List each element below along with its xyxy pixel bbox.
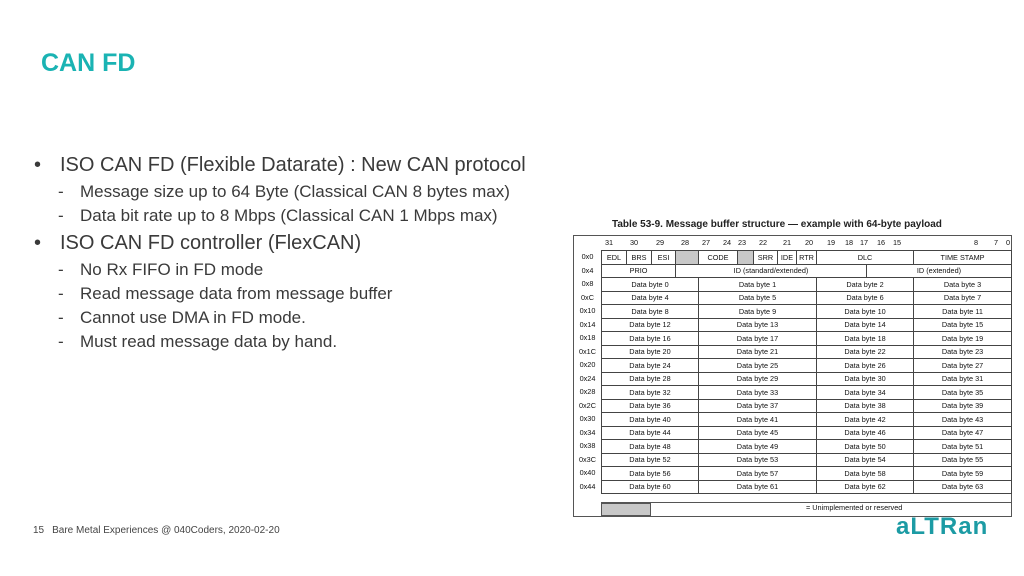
data-byte-cell: Data byte 50 bbox=[817, 440, 914, 454]
data-byte-cell: Data byte 55 bbox=[914, 453, 1012, 467]
bit-number: 17 bbox=[859, 238, 869, 247]
data-byte-cell: Data byte 42 bbox=[817, 413, 914, 427]
data-byte-cell: Data byte 17 bbox=[699, 332, 817, 346]
brs-cell: BRS bbox=[627, 251, 652, 265]
table-row bbox=[602, 372, 1012, 386]
data-byte-cell: Data byte 62 bbox=[817, 480, 914, 494]
offset-label: 0x8 bbox=[581, 279, 594, 288]
offset-label: 0x10 bbox=[579, 306, 596, 315]
data-byte-cell: Data byte 49 bbox=[699, 440, 817, 454]
data-byte-cell: Data byte 24 bbox=[602, 359, 699, 373]
offset-label: 0x0 bbox=[581, 252, 594, 261]
bullet-text: ISO CAN FD controller (FlexCAN) bbox=[60, 232, 362, 254]
bit-number: 28 bbox=[680, 238, 690, 247]
table-row bbox=[602, 399, 1012, 413]
data-byte-cell: Data byte 15 bbox=[914, 318, 1012, 332]
data-byte-cell: Data byte 12 bbox=[602, 318, 699, 332]
sub-bullet-item: - Data bit rate up to 8 Mbps (Classical CAN 1 Mbps max) bbox=[58, 206, 498, 225]
footer bbox=[33, 525, 280, 536]
data-byte-cell: Data byte 8 bbox=[602, 305, 699, 319]
bit-number: 19 bbox=[826, 238, 836, 247]
sub-bullet-text: Must read message data by hand. bbox=[80, 332, 338, 351]
data-byte-cell: Data byte 32 bbox=[602, 386, 699, 400]
reserved-cell bbox=[676, 251, 699, 265]
data-byte-cell: Data byte 40 bbox=[602, 413, 699, 427]
sub-bullet-text: Data bit rate up to 8 Mbps (Classical CAN 1 Mbps max) bbox=[80, 206, 498, 225]
data-byte-cell: Data byte 31 bbox=[914, 372, 1012, 386]
data-byte-cell: Data byte 37 bbox=[699, 399, 817, 413]
data-byte-cell: Data byte 21 bbox=[699, 345, 817, 359]
data-byte-cell: Data byte 25 bbox=[699, 359, 817, 373]
table-row bbox=[602, 278, 1012, 292]
data-byte-cell: Data byte 61 bbox=[699, 480, 817, 494]
table-row bbox=[602, 332, 1012, 346]
data-byte-cell: Data byte 58 bbox=[817, 467, 914, 481]
reserved-cell bbox=[738, 251, 754, 265]
bullet-text: ISO CAN FD (Flexible Datarate) : New CAN protocol bbox=[60, 154, 526, 176]
data-byte-cell: Data byte 46 bbox=[817, 426, 914, 440]
bit-number: 30 bbox=[629, 238, 639, 247]
data-byte-cell: Data byte 22 bbox=[817, 345, 914, 359]
offset-label: 0x20 bbox=[579, 360, 596, 369]
data-byte-cell: Data byte 60 bbox=[602, 480, 699, 494]
offset-label: 0x3C bbox=[578, 454, 597, 464]
table-row bbox=[602, 386, 1012, 400]
table-row bbox=[602, 453, 1012, 467]
data-byte-cell: Data byte 63 bbox=[914, 480, 1012, 494]
data-byte-cell: Data byte 20 bbox=[602, 345, 699, 359]
data-byte-cell: Data byte 1 bbox=[699, 278, 817, 292]
data-byte-cell: Data byte 3 bbox=[914, 278, 1012, 292]
slide-title: CAN FD bbox=[41, 49, 136, 77]
table-row bbox=[602, 359, 1012, 373]
footer-text: Bare Metal Experiences @ 040Coders, 2020-02-20 bbox=[52, 525, 280, 536]
data-byte-cell: Data byte 27 bbox=[914, 359, 1012, 373]
data-byte-cell: Data byte 14 bbox=[817, 318, 914, 332]
dlc-cell: DLC bbox=[817, 251, 914, 265]
data-byte-cell: Data byte 0 bbox=[602, 278, 699, 292]
offset-label: 0x40 bbox=[579, 468, 596, 477]
rtr-cell: RTR bbox=[797, 251, 817, 265]
table-row bbox=[602, 291, 1012, 305]
data-byte-cell: Data byte 29 bbox=[699, 372, 817, 386]
bit-number: 8 bbox=[973, 238, 979, 247]
data-byte-cell: Data byte 51 bbox=[914, 440, 1012, 454]
bit-number-header bbox=[601, 238, 1011, 249]
bit-number: 23 bbox=[737, 238, 747, 247]
legend-text: = Unimplemented or reserved bbox=[806, 503, 903, 512]
bullet-list bbox=[34, 150, 614, 354]
edl-cell: EDL bbox=[602, 251, 627, 265]
sub-bullet-item: - Read message data from message buffer bbox=[58, 284, 393, 303]
data-byte-cell: Data byte 52 bbox=[602, 453, 699, 467]
data-byte-cell: Data byte 45 bbox=[699, 426, 817, 440]
data-byte-cell: Data byte 57 bbox=[699, 467, 817, 481]
data-byte-cell: Data byte 56 bbox=[602, 467, 699, 481]
offset-label: 0x44 bbox=[579, 481, 596, 491]
bit-number: 27 bbox=[701, 238, 711, 247]
data-byte-cell: Data byte 18 bbox=[817, 332, 914, 346]
data-byte-cell: Data byte 44 bbox=[602, 426, 699, 440]
data-byte-cell: Data byte 41 bbox=[699, 413, 817, 427]
data-byte-cell: Data byte 10 bbox=[817, 305, 914, 319]
bit-number: 18 bbox=[844, 238, 854, 247]
sub-bullet-item: - Message size up to 64 Byte (Classical CAN 8 bytes max) bbox=[58, 182, 510, 201]
data-byte-cell: Data byte 59 bbox=[914, 467, 1012, 481]
data-byte-cell: Data byte 48 bbox=[602, 440, 699, 454]
bullet-item: • ISO CAN FD controller (FlexCAN) bbox=[34, 232, 362, 254]
data-byte-cell: Data byte 16 bbox=[602, 332, 699, 346]
bit-number: 20 bbox=[804, 238, 814, 247]
table-row bbox=[602, 413, 1012, 427]
table-row bbox=[602, 440, 1012, 454]
data-byte-cell: Data byte 9 bbox=[699, 305, 817, 319]
data-byte-cell: Data byte 28 bbox=[602, 372, 699, 386]
data-byte-cell: Data byte 35 bbox=[914, 386, 1012, 400]
id-ext-cell: ID (extended) bbox=[867, 264, 1012, 278]
id-std-cell: ID (standard/extended) bbox=[676, 264, 867, 278]
table-row bbox=[602, 264, 1012, 278]
offset-label: 0x1C bbox=[578, 346, 597, 356]
code-cell: CODE bbox=[699, 251, 738, 265]
sub-bullet-item: - Must read message data by hand. bbox=[58, 332, 338, 351]
offset-label: 0x2C bbox=[578, 400, 597, 410]
offset-label: 0x14 bbox=[579, 319, 596, 329]
bit-number: 22 bbox=[758, 238, 768, 247]
table-row bbox=[602, 305, 1012, 319]
sub-bullet-text: No Rx FIFO in FD mode bbox=[80, 260, 264, 279]
table-row bbox=[602, 345, 1012, 359]
data-byte-cell: Data byte 23 bbox=[914, 345, 1012, 359]
data-byte-cell: Data byte 26 bbox=[817, 359, 914, 373]
bit-number: 29 bbox=[655, 238, 665, 247]
bit-number: 21 bbox=[782, 238, 792, 247]
sub-bullet-item: - Cannot use DMA in FD mode. bbox=[58, 308, 306, 327]
table-row bbox=[602, 467, 1012, 481]
ide-cell: IDE bbox=[778, 251, 797, 265]
offset-label: 0x28 bbox=[579, 387, 596, 396]
bit-number: 15 bbox=[892, 238, 902, 247]
offset-label: 0x18 bbox=[579, 333, 596, 342]
timestamp-cell: TIME STAMP bbox=[914, 251, 1012, 265]
data-byte-cell: Data byte 13 bbox=[699, 318, 817, 332]
esi-cell: ESI bbox=[652, 251, 676, 265]
offset-label: 0x38 bbox=[579, 441, 596, 450]
offset-label: 0x30 bbox=[579, 414, 596, 423]
page-number: 15 bbox=[33, 525, 45, 536]
table-row bbox=[602, 251, 1012, 265]
bit-number: 16 bbox=[876, 238, 886, 247]
offset-label: 0x4 bbox=[581, 265, 594, 275]
data-byte-cell: Data byte 47 bbox=[914, 426, 1012, 440]
table-row bbox=[602, 426, 1012, 440]
offset-label: 0xC bbox=[581, 292, 594, 302]
data-byte-cell: Data byte 4 bbox=[602, 291, 699, 305]
sub-bullet-item: - No Rx FIFO in FD mode bbox=[58, 260, 264, 279]
table-caption: Table 53-9. Message buffer structure — example with 64-byte payload bbox=[612, 219, 942, 230]
bit-number: 24 bbox=[722, 238, 732, 247]
data-byte-cell: Data byte 34 bbox=[817, 386, 914, 400]
data-byte-cell: Data byte 19 bbox=[914, 332, 1012, 346]
table-row bbox=[602, 480, 1012, 494]
data-byte-cell: Data byte 7 bbox=[914, 291, 1012, 305]
offset-label: 0x24 bbox=[579, 373, 596, 383]
bullet-item: • ISO CAN FD (Flexible Datarate) : New CAN protocol bbox=[34, 154, 526, 176]
data-byte-cell: Data byte 38 bbox=[817, 399, 914, 413]
srr-cell: SRR bbox=[754, 251, 778, 265]
bit-number: 7 bbox=[993, 238, 999, 247]
data-byte-cell: Data byte 33 bbox=[699, 386, 817, 400]
sub-bullet-text: Message size up to 64 Byte (Classical CAN 8 bytes max) bbox=[80, 182, 510, 201]
buffer-grid bbox=[601, 250, 1012, 494]
data-byte-cell: Data byte 11 bbox=[914, 305, 1012, 319]
data-byte-cell: Data byte 53 bbox=[699, 453, 817, 467]
message-buffer-table bbox=[573, 235, 1012, 517]
bit-number: 0 bbox=[1005, 238, 1011, 247]
sub-bullet-text: Cannot use DMA in FD mode. bbox=[80, 308, 306, 327]
offset-column bbox=[574, 250, 601, 493]
data-byte-cell: Data byte 30 bbox=[817, 372, 914, 386]
offset-label: 0x34 bbox=[579, 427, 596, 437]
data-byte-cell: Data byte 36 bbox=[602, 399, 699, 413]
reserved-swatch bbox=[601, 503, 651, 516]
prio-cell: PRIO bbox=[602, 264, 676, 278]
data-byte-cell: Data byte 2 bbox=[817, 278, 914, 292]
data-byte-cell: Data byte 6 bbox=[817, 291, 914, 305]
bit-number: 31 bbox=[604, 238, 614, 247]
altran-logo: aLTRan bbox=[896, 513, 989, 540]
data-byte-cell: Data byte 39 bbox=[914, 399, 1012, 413]
sub-bullet-text: Read message data from message buffer bbox=[80, 284, 393, 303]
data-byte-cell: Data byte 43 bbox=[914, 413, 1012, 427]
data-byte-cell: Data byte 54 bbox=[817, 453, 914, 467]
data-byte-cell: Data byte 5 bbox=[699, 291, 817, 305]
table-row bbox=[602, 318, 1012, 332]
